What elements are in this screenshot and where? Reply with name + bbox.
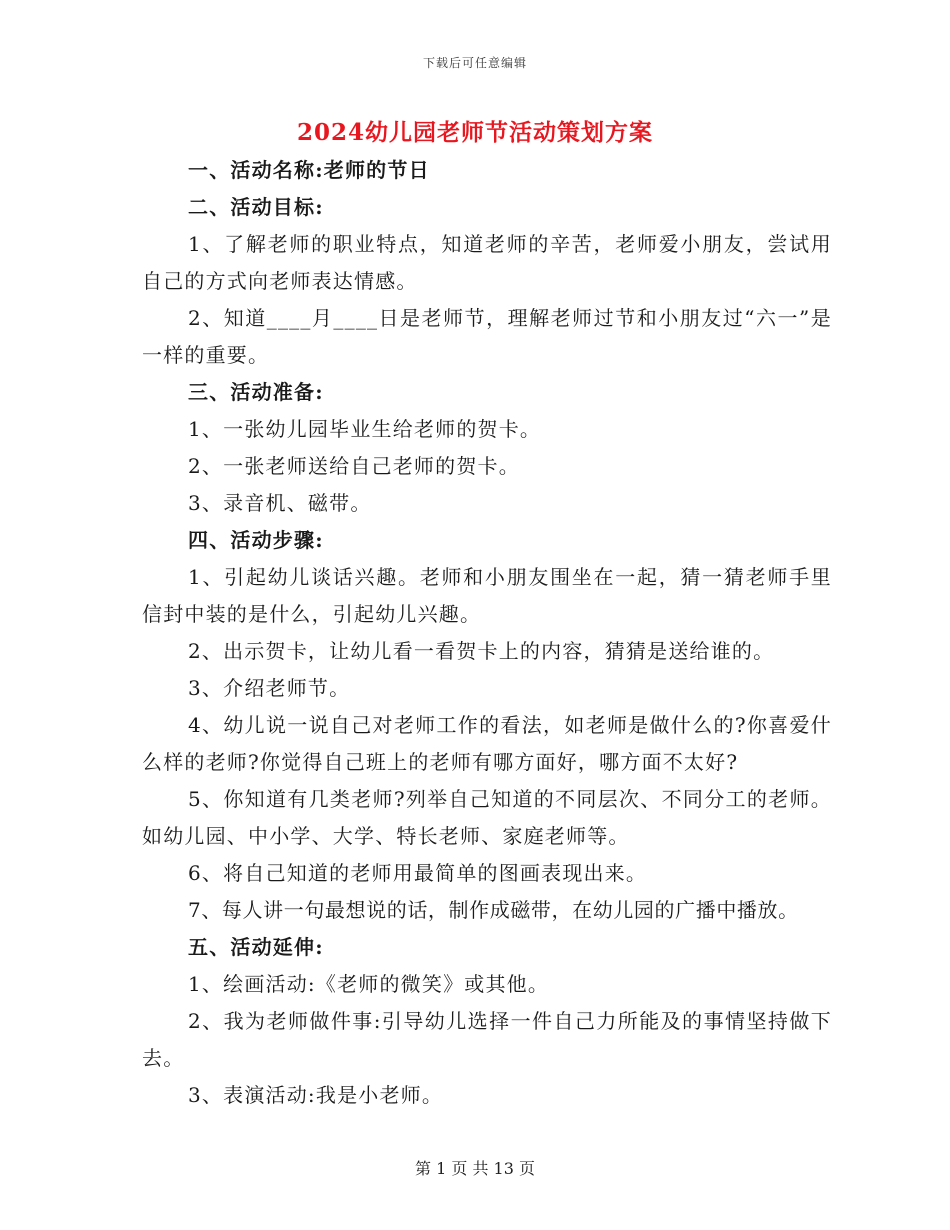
section-heading-steps: 四、活动步骤: xyxy=(188,528,324,552)
goal-item-2: 2、知道____月____日是老师节，理解老师过节和小朋友过“六一”是一样的重要。 xyxy=(142,306,832,367)
document-title: 2024幼儿园老师节活动策划方案 xyxy=(296,119,653,146)
extension-item-1: 1、绘画活动:《老师的微笑》或其他。 xyxy=(188,972,550,996)
section-heading-extension: 五、活动延伸: xyxy=(188,935,324,959)
section-heading-goals: 二、活动目标: xyxy=(188,195,324,219)
step-item-4: 4、幼儿说一说自己对老师工作的看法，如老师是做什么的?你喜爱什么样的老师?你觉得自己班上的老师有哪方面好，哪方面不太好? xyxy=(142,713,832,774)
preparation-item-3: 3、录音机、磁带。 xyxy=(188,491,372,515)
preparation-item-2: 2、一张老师送给自己老师的贺卡。 xyxy=(188,454,520,478)
document-body xyxy=(142,152,832,1114)
extension-item-3: 3、表演活动:我是小老师。 xyxy=(188,1083,444,1107)
step-item-2: 2、出示贺卡，让幼儿看一看贺卡上的内容，猜猜是送给谁的。 xyxy=(188,639,775,663)
step-item-5: 5、你知道有几类老师?列举自己知道的不同层次、不同分工的老师。如幼儿园、中小学、大学、特长老师、家庭老师等。 xyxy=(142,787,832,848)
header-note: 下载后可任意编辑 xyxy=(422,56,527,70)
step-item-7: 7、每人讲一句最想说的话，制作成磁带，在幼儿园的广播中播放。 xyxy=(188,898,799,922)
extension-item-2: 2、我为老师做件事:引导幼儿选择一件自己力所能及的事情坚持做下去。 xyxy=(142,1009,832,1070)
preparation-item-1: 1、一张幼儿园毕业生给老师的贺卡。 xyxy=(188,417,542,441)
section-heading-preparation: 三、活动准备: xyxy=(188,380,324,404)
section-heading-name: 一、活动名称:老师的节日 xyxy=(188,158,430,182)
page-footer: 第 1 页 共 13 页 xyxy=(415,1159,535,1178)
goal-item-1: 1、了解老师的职业特点，知道老师的辛苦，老师爱小朋友，尝试用自己的方式向老师表达情感。 xyxy=(142,232,832,293)
step-item-6: 6、将自己知道的老师用最简单的图画表现出来。 xyxy=(188,861,648,885)
step-item-1: 1、引起幼儿谈话兴趣。老师和小朋友围坐在一起，猜一猜老师手里信封中装的是什么，引起幼儿兴趣。 xyxy=(142,565,832,626)
step-item-3: 3、介绍老师节。 xyxy=(188,676,351,700)
